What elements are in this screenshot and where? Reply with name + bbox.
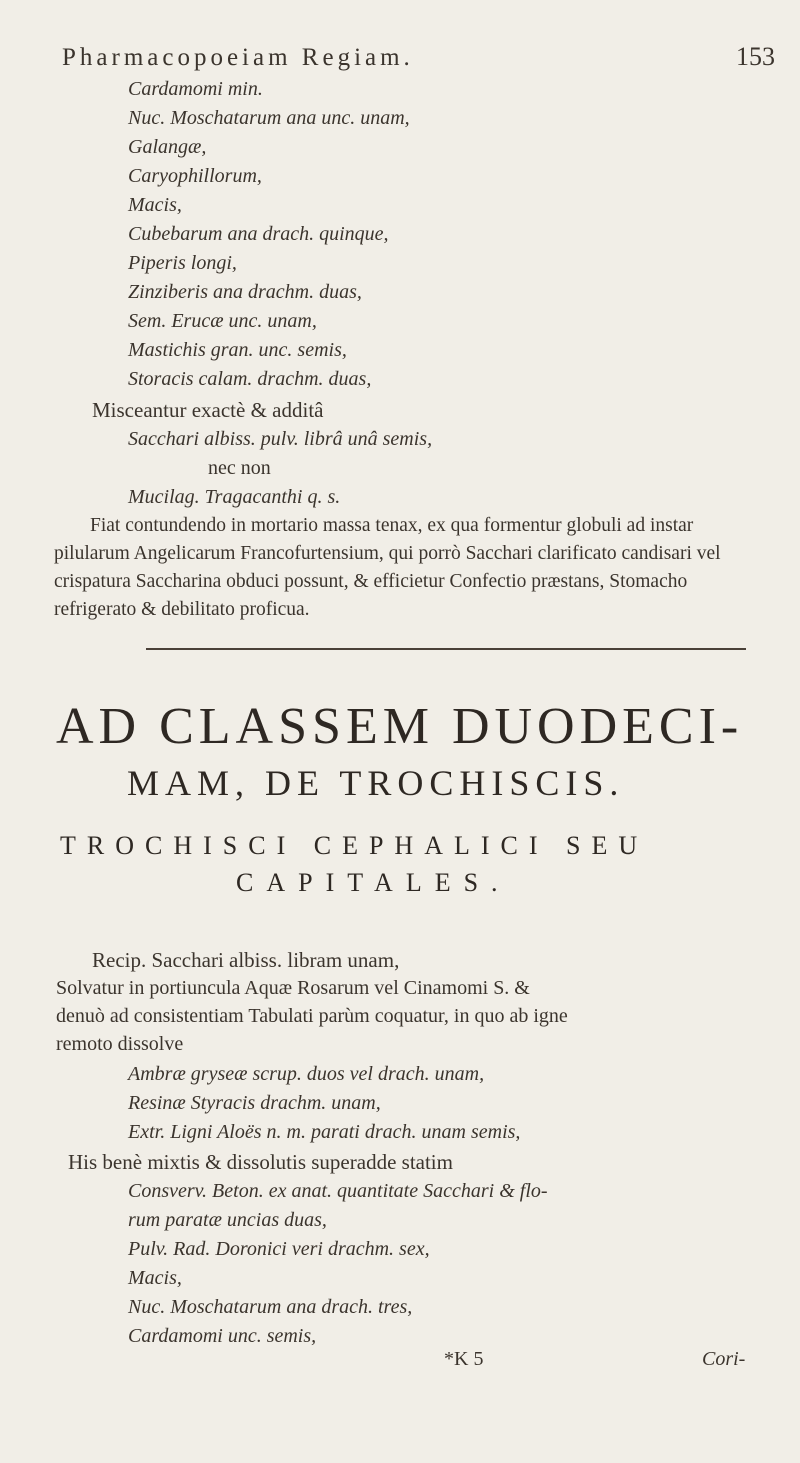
ingredient-line: Cubebarum ana drach. quinque, (128, 223, 389, 245)
ingredient-line: Piperis longi, (128, 252, 237, 274)
ingredient-line: Mastichis gran. unc. semis, (128, 339, 347, 361)
catchword: Cori- (702, 1348, 746, 1370)
ingredient-line: Galangæ, (128, 136, 207, 158)
section-subtitle: MAM, DE TROCHISCIS. (127, 763, 625, 803)
running-head: Pharmacopoeiam Regiam. (62, 44, 414, 71)
ingredient-line: Sem. Erucæ unc. unam, (128, 310, 317, 332)
section-rule (146, 648, 746, 650)
ingredient-line: rum paratæ uncias duas, (128, 1209, 327, 1231)
page-number: 153 (736, 42, 775, 71)
recipe-heading-continued: CAPITALES. (236, 868, 511, 897)
ingredient-line: Zinziberis ana drachm. duas, (128, 281, 362, 303)
recipe-heading: TROCHISCI CEPHALICI SEU (60, 831, 649, 860)
ingredient-line: Extr. Ligni Aloës n. m. parati drach. unam semis, (128, 1121, 521, 1143)
ingredient-line: Storacis calam. drachm. duas, (128, 368, 372, 390)
ingredient-line: Resinæ Styracis drachm. unam, (128, 1092, 381, 1114)
ingredient-line: Macis, (128, 194, 182, 216)
ingredient-line: Cardamomi unc. semis, (128, 1325, 317, 1347)
ingredient-line: Ambræ gryseæ scrup. duos vel drach. unam, (128, 1063, 485, 1085)
mix-instruction: Misceantur exactè & additâ (92, 398, 324, 422)
nec-non: nec non (208, 457, 271, 479)
recipe-opening: Recip. Sacchari albiss. libram unam, (92, 948, 400, 972)
ingredient-line: Consverv. Beton. ex anat. quantitate Sacchari & flo- (128, 1180, 548, 1202)
instruction-line: His benè mixtis & dissolutis superadde statim (68, 1150, 453, 1174)
ingredient-line: Nuc. Moschatarum ana unc. unam, (128, 107, 410, 129)
ingredient-line: Nuc. Moschatarum ana drach. tres, (128, 1296, 413, 1318)
sugar-line: Sacchari albiss. pulv. librâ unâ semis, (128, 428, 433, 450)
mucilage-line: Mucilag. Tragacanthi q. s. (128, 486, 341, 508)
ingredient-line: Pulv. Rad. Doronici veri drachm. sex, (128, 1238, 430, 1260)
ingredient-line: Macis, (128, 1267, 182, 1289)
section-title: AD CLASSEM DUODECI- (56, 698, 744, 755)
signature-mark: *K 5 (444, 1348, 484, 1370)
preparation-paragraph: Fiat contundendo in mortario massa tenax, ex qua formentur globuli ad instar pilularum Angelicarum Francofurtensium, qui porrò Sacchari clarificato candisari vel crispatura Saccharina obduci possunt, & efficietur Confectio præstans, Stomacho refrigerato & debilitato proficua. (54, 515, 721, 620)
instruction-line: remoto dissolve (56, 1033, 184, 1055)
ingredient-line: Cardamomi min. (128, 78, 263, 100)
ingredient-line: Caryophillorum, (128, 165, 262, 187)
instruction-line: denuò ad consistentiam Tabulati parùm coquatur, in quo ab igne (56, 1005, 568, 1027)
instruction-line: Solvatur in portiuncula Aquæ Rosarum vel Cinamomi S. & (56, 977, 530, 999)
